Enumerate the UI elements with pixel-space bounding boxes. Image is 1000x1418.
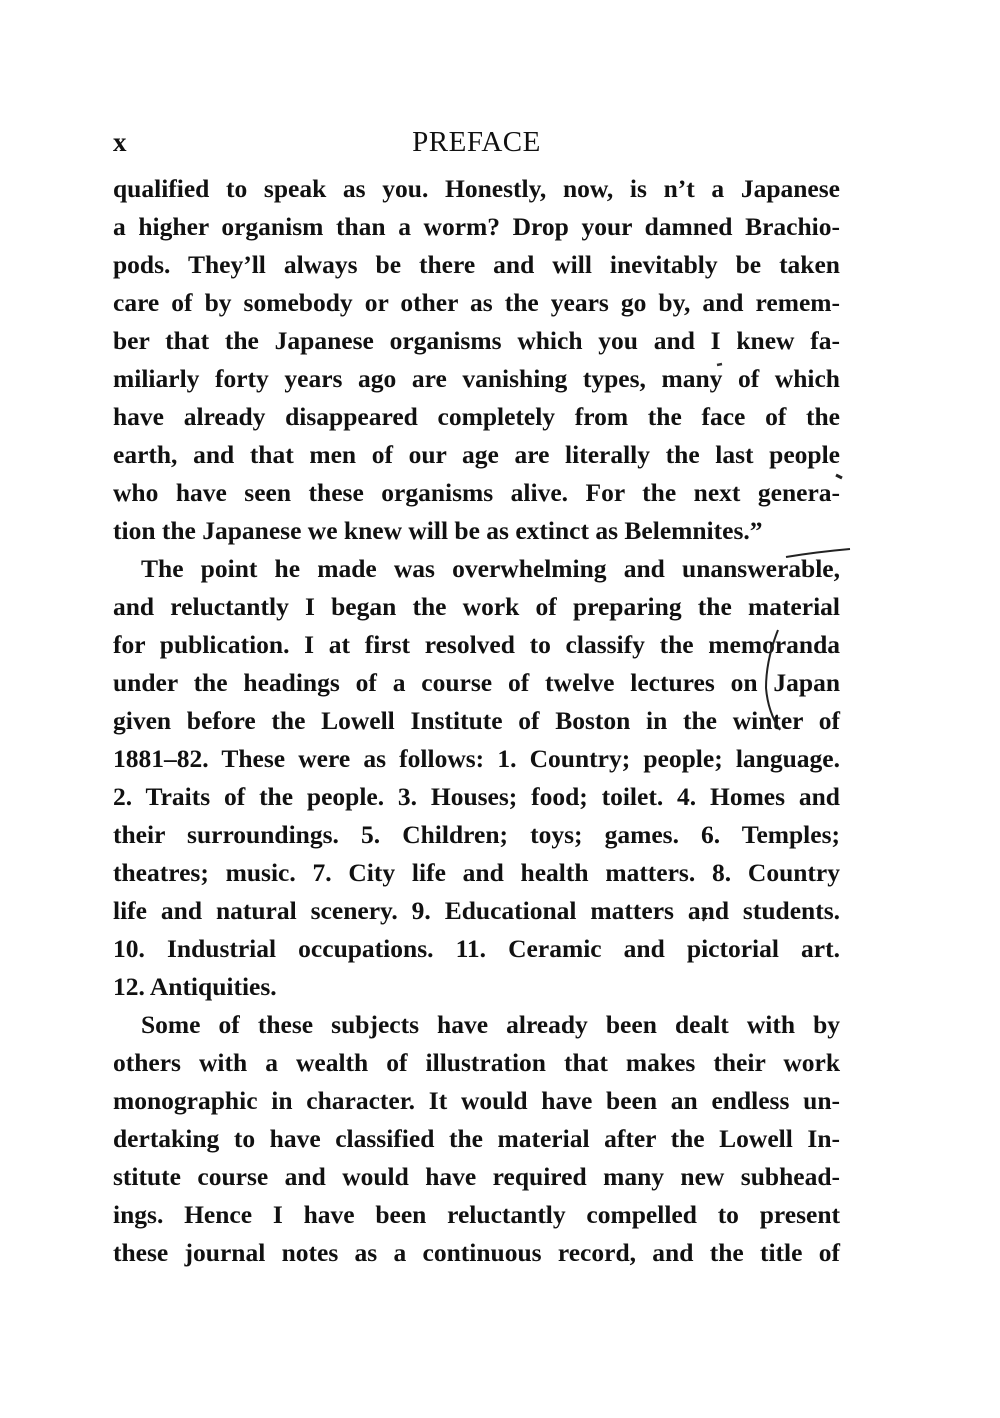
text-line: miliarly forty years ago are vanishing types, many of which bbox=[113, 364, 840, 393]
text-line: care of by somebody or other as the years go by, and remem- bbox=[113, 288, 840, 317]
text-line: ings. Hence I have been reluctantly compelled to present bbox=[113, 1200, 840, 1229]
text-line: dertaking to have classified the material after the Lowell In- bbox=[113, 1124, 840, 1153]
text-line: who have seen these organisms alive. For the next genera- bbox=[113, 478, 840, 507]
running-head bbox=[113, 120, 840, 164]
text-line: ber that the Japanese organisms which you and I knew fa- bbox=[113, 326, 840, 355]
running-title: PREFACE bbox=[412, 126, 541, 158]
text-line: a higher organism than a worm? Drop your damned Brachio- bbox=[113, 212, 840, 241]
text-line: have already disappeared completely from the face of the bbox=[113, 402, 840, 431]
paragraph-first-line: The point he made was overwhelming and unanswerable, bbox=[141, 554, 840, 583]
text-line: and reluctantly I began the work of preparing the material bbox=[113, 592, 840, 621]
text-line: qualified to speak as you. Honestly, now, is n’t a Japanese bbox=[113, 174, 840, 203]
text-line: given before the Lowell Institute of Boston in the winter of bbox=[113, 706, 840, 735]
text-line: 12. Antiquities. bbox=[113, 972, 277, 1001]
body-text bbox=[113, 170, 840, 1272]
text-line: life and natural scenery. 9. Educational matters and students. bbox=[113, 896, 840, 925]
paragraph-first-line: Some of these subjects have already been dealt with by bbox=[141, 1010, 840, 1039]
text-line: their surroundings. 5. Children; toys; games. 6. Temples; bbox=[113, 820, 840, 849]
text-line: for publication. I at first resolved to classify the memoranda bbox=[113, 630, 840, 659]
text-line: earth, and that men of our age are literally the last people bbox=[113, 440, 840, 469]
text-line: pods. They’ll always be there and will inevitably be taken bbox=[113, 250, 840, 279]
text-line: monographic in character. It would have been an endless un- bbox=[113, 1086, 840, 1115]
text-line: these journal notes as a continuous record, and the title of bbox=[113, 1238, 840, 1267]
text-line: tion the Japanese we knew will be as extinct as Belemnites.” bbox=[113, 516, 763, 545]
text-line: under the headings of a course of twelve lectures on Japan bbox=[113, 668, 840, 697]
text-line: stitute course and would have required many new subhead- bbox=[113, 1162, 840, 1191]
text-line: 1881–82. These were as follows: 1. Country; people; language. bbox=[113, 744, 840, 773]
text-line: 10. Industrial occupations. 11. Ceramic and pictorial art. bbox=[113, 934, 840, 963]
text-line: 2. Traits of the people. 3. Houses; food; toilet. 4. Homes and bbox=[113, 782, 840, 811]
text-line: theatres; music. 7. City life and health matters. 8. Country bbox=[113, 858, 840, 887]
text-line: others with a wealth of illustration that makes their work bbox=[113, 1048, 840, 1077]
page-number: x bbox=[113, 127, 127, 157]
